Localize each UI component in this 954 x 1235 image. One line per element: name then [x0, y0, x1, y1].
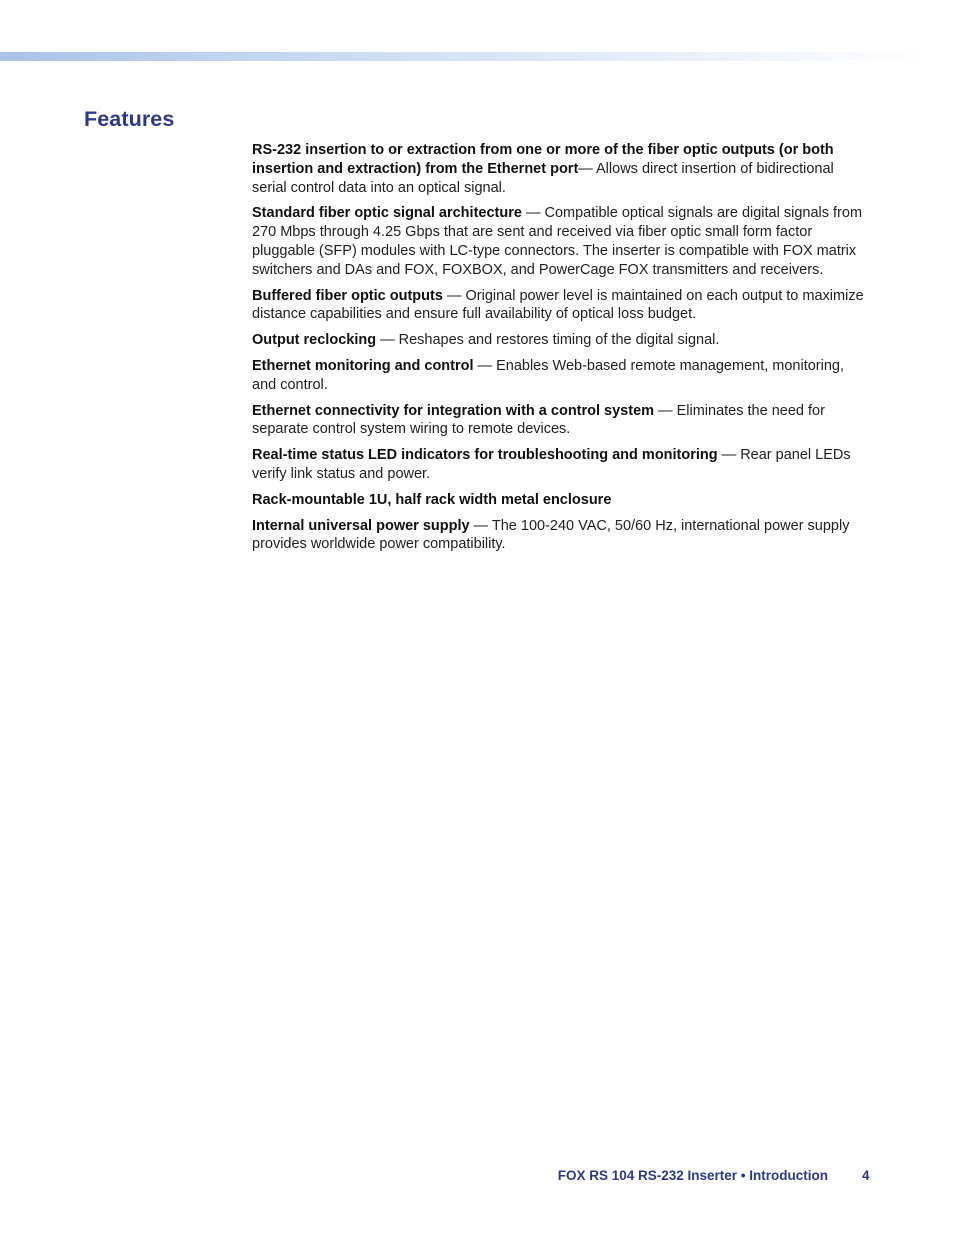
feature-title: Buffered fiber optic outputs — [252, 287, 443, 304]
footer-doc-title: FOX RS 104 RS-232 Inserter • Introduction — [557, 1168, 828, 1183]
feature-separator: — — [578, 160, 597, 177]
feature-item — [252, 357, 866, 395]
feature-title: Ethernet monitoring and control — [252, 357, 474, 374]
feature-item — [252, 331, 866, 350]
feature-text: Eliminates the need for separate control system wiring to remote devices. — [252, 402, 825, 438]
feature-title: Standard fiber optic signal architecture — [252, 205, 522, 222]
feature-title: Ethernet connectivity for integration with a control system — [252, 402, 655, 419]
feature-item — [252, 446, 866, 484]
feature-title: Real-time status LED indicators for troubleshooting and monitoring — [252, 447, 718, 464]
feature-text: The 100-240 VAC, 50/60 Hz, international power supply provides worldwide power compatibility. — [252, 517, 850, 553]
feature-separator: — — [521, 205, 545, 222]
feature-separator: — — [654, 402, 677, 419]
feature-title: Output reclocking — [252, 332, 377, 349]
feature-item — [252, 402, 866, 440]
feature-text: Allows direct insertion of bidirectional serial control data into an optical signal. — [252, 160, 834, 196]
header-accent-bar — [0, 52, 930, 61]
feature-text: Rear panel LEDs verify link status and power. — [252, 447, 851, 482]
feature-title: RS-232 insertion to or extraction from one or more of the fiber optic outputs (or both insertion and extraction) from the Ethernet port — [252, 142, 834, 177]
feature-item — [252, 517, 866, 555]
feature-item — [252, 204, 866, 279]
feature-title: Internal universal power supply — [252, 517, 470, 534]
feature-separator: — — [442, 287, 466, 304]
feature-text: Compatible optical signals are digital signals from 270 Mbps through 4.25 Gbps that are sent and received via fiber optic small form factor pluggable (SFP) modules with LC-type connectors. The inserter is compatible with FOX matrix switchers and DAs and FOX, FOXBOX, and PowerCage FOX transmitters and receivers. — [252, 205, 863, 278]
feature-title: Rack-mountable 1U, half rack width metal enclosure — [252, 491, 612, 508]
feature-separator: — — [473, 357, 497, 374]
page-number: 4 — [862, 1168, 870, 1183]
feature-separator: — — [469, 517, 492, 534]
feature-item — [252, 141, 866, 197]
feature-text: Original power level is maintained on each output to maximize distance capabilities and ensure full availability of optical loss budget. — [252, 287, 864, 323]
feature-item — [252, 287, 866, 325]
section-title: Features — [84, 107, 175, 131]
feature-item — [252, 491, 866, 510]
feature-list — [252, 141, 866, 561]
feature-separator: — — [376, 332, 399, 349]
feature-text: Enables Web-based remote management, monitoring, and control. — [252, 357, 845, 393]
feature-text: Reshapes and restores timing of the digital signal. — [398, 332, 720, 349]
feature-separator: — — [717, 447, 741, 464]
